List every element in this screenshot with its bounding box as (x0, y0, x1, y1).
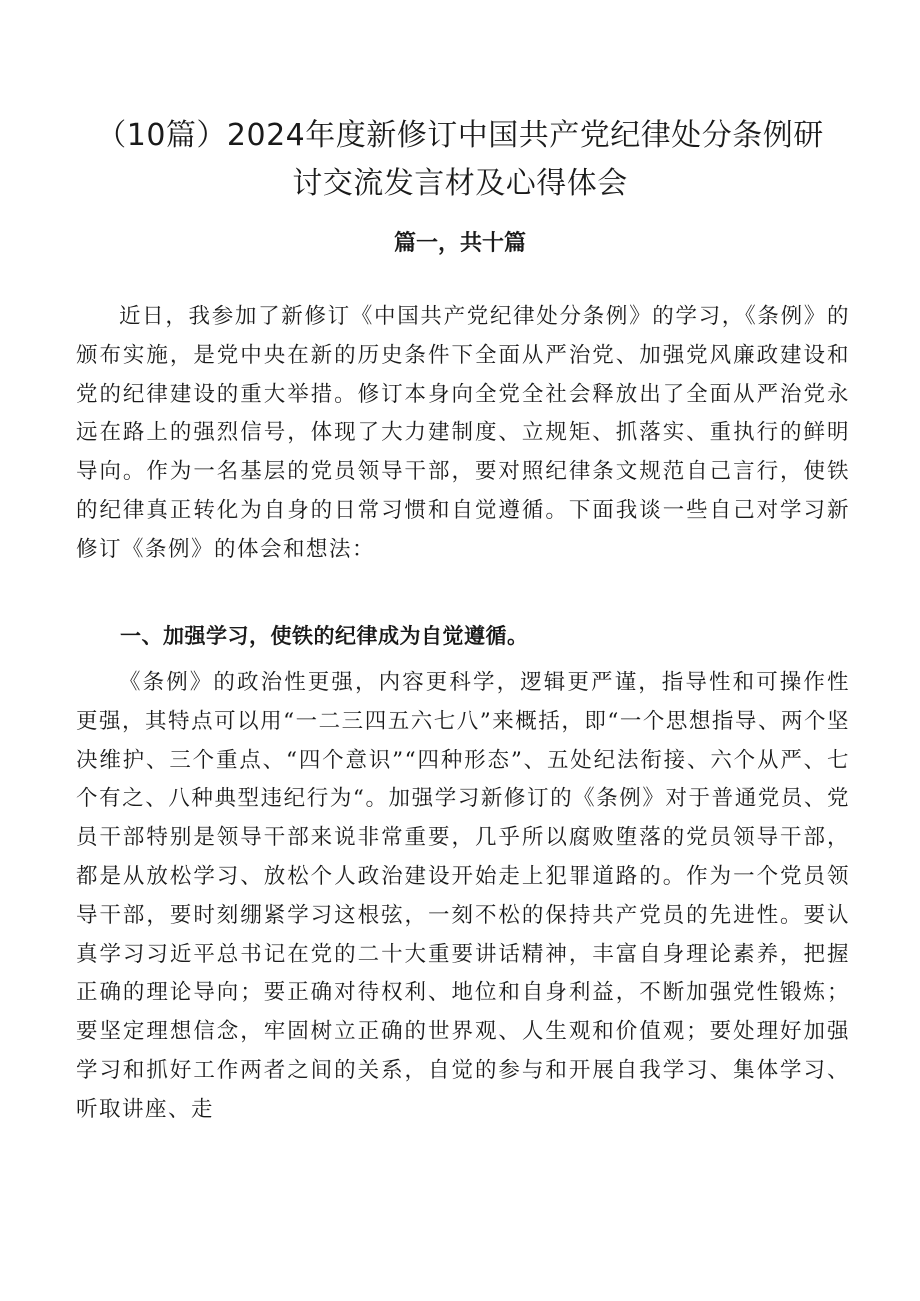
section-heading: 篇一，共十篇 (393, 231, 526, 256)
subheading-1: 一、加强学习，使铁的纪律成为自觉遵循。 (120, 624, 529, 648)
document-title-line-1: （10篇）2024年度新修订中国共产党纪律处分条例研 (96, 118, 824, 153)
body-paragraph-1: 近日，我参加了新修订《中国共产党纪律处分条例》的学习，《条例》的颁布实施，是党中央在新的历史条件下全面从严治党、加强党风廉政建设和党的纪律建设的重大举措。修订本身向全党全社会释放出了全面从严治党永远在路上的强烈信号，体现了大力建制度、立规矩、抓落实、重执行的鲜明导向。作为一名基层的党员领导干部，要对照纪律条文规范自己言行，使铁的纪律真正转化为自身的日常习惯和自觉遵循。下面我谈一些自己对学习新修订《条例》的体会和想法： (76, 304, 850, 562)
document-title-line-2: 讨交流发言材及心得体会 (292, 166, 628, 201)
body-paragraph-2: 《条例》的政治性更强，内容更科学，逻辑更严谨，指导性和可操作性更强，其特点可以用“一二三四五六七八”来概括，即“一个思想指导、两个坚决维护、三个重点、“四个意识”“四种形态”、五处纪法衔接、六个从严、七个有之、八种典型违纪行为“。加强学习新修订的《条例》对于普通党员、党员干部特别是领导干部来说非常重要，几乎所以腐败堕落的党员领导干部，都是从放松学习、放松个人政治建设开始走上犯罪道路的。作为一个党员领导干部，要时刻绷紧学习这根弦，一刻不松的保持共产党员的先进性。要认真学习习近平总书记在党的二十大重要讲话精神，丰富自身理论素养，把握正确的理论导向；要正确对待权利、地位和自身利益，不断加强党性锻炼；要坚定理想信念，牢固树立正确的世界观、人生观和价值观；要处理好加强学习和抓好工作两者之间的关系，自觉的参与和开展自我学习、集体学习、听取讲座、走 (76, 670, 850, 1122)
